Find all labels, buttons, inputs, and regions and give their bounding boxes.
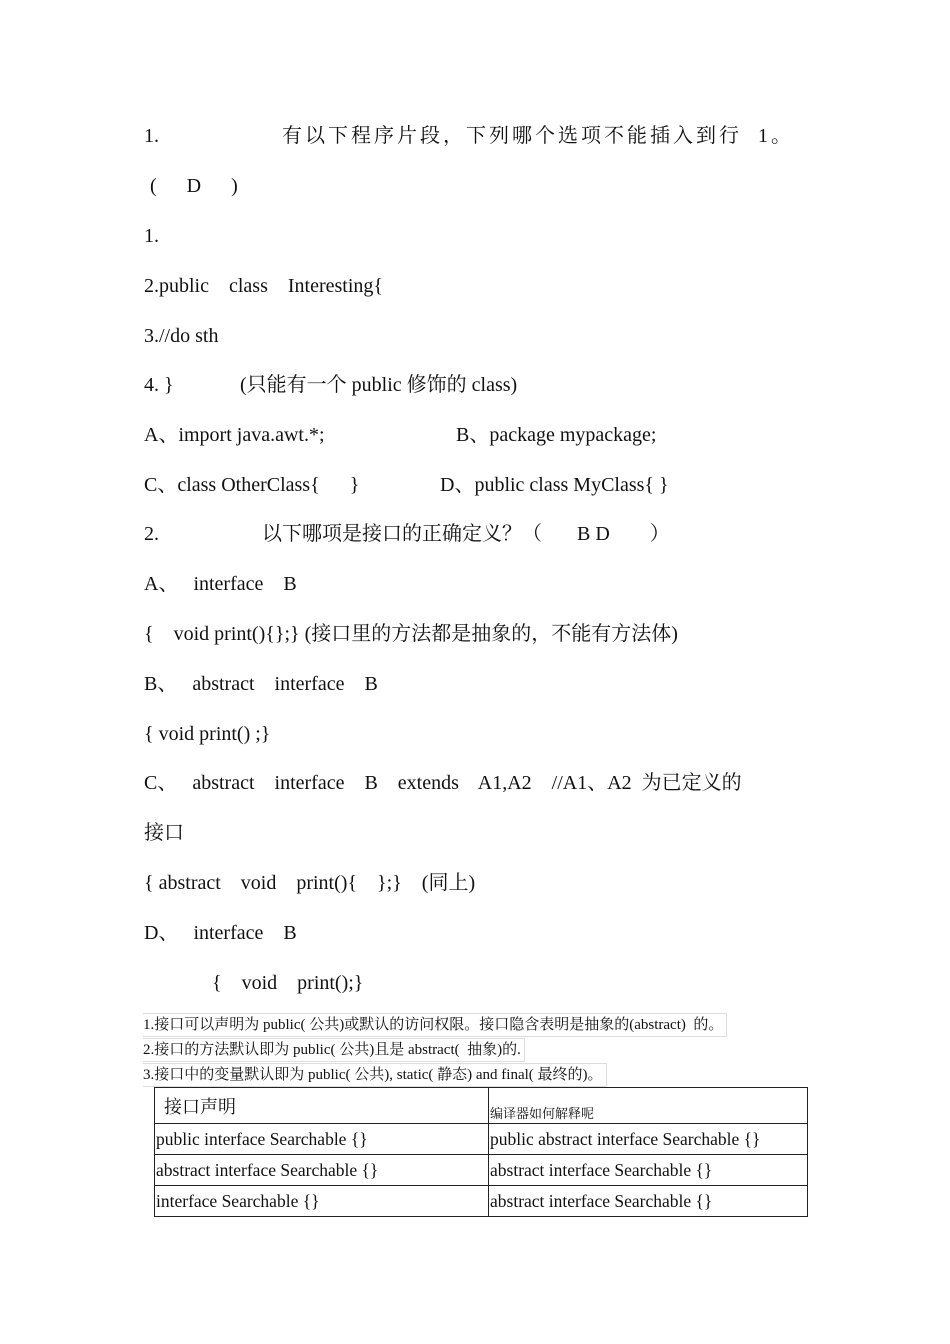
q2-option-c-head: C、 abstract interface B extends A1,A2 //A1、A2 为已定义的: [144, 772, 742, 794]
table-header-cell: 编译器如何解释呢: [489, 1088, 808, 1124]
q1-code-line-2: 2.public class Interesting{: [144, 275, 383, 297]
q2-option-b-head: B、 abstract interface B: [144, 673, 378, 695]
table-row: [155, 1124, 808, 1155]
q1-code-line-4: 4. }: [144, 374, 174, 396]
q1-option-d: D、public class MyClass{ }: [440, 474, 669, 496]
note-2: 2.接口的方法默认即为 public( 公共)且是 abstract( 抽象)的.: [143, 1038, 525, 1062]
q2-option-d-body: { void print();}: [212, 972, 364, 994]
table-header-cell: 接口声明: [155, 1088, 489, 1124]
q1-option-c: C、class OtherClass{ }: [144, 474, 360, 496]
note-1: 1.接口可以声明为 public( 公共)或默认的访问权限。接口隐含表明是抽象的(abstract) 的。: [143, 1013, 727, 1037]
q1-option-b: B、package mypackage;: [456, 424, 657, 446]
table-cell: abstract interface Searchable {}: [155, 1155, 489, 1186]
table-row: [155, 1186, 808, 1217]
note-3: 3.接口中的变量默认即为 public( 公共), static( 静态) and final( 最终的)。: [143, 1063, 607, 1087]
q2-option-d-head: D、 interface B: [144, 922, 297, 944]
q2-option-a-head: A、 interface B: [144, 573, 297, 595]
q2-option-b-body: { void print() ;}: [144, 723, 271, 745]
table-cell: abstract interface Searchable {}: [489, 1186, 808, 1217]
interface-table: [154, 1087, 808, 1217]
table-cell: public abstract interface Searchable {}: [489, 1124, 808, 1155]
table-header-row: [155, 1088, 808, 1124]
q1-code-line-3: 3.//do sth: [144, 325, 219, 347]
q1-answer: ( D ): [150, 175, 238, 197]
q1-code-note: (只能有一个 public 修饰的 class): [240, 374, 518, 396]
q2-question: 以下哪项是接口的正确定义？（ B D ）: [262, 523, 670, 545]
table-cell: public interface Searchable {}: [155, 1124, 489, 1155]
q1-option-a: A、import java.awt.*;: [144, 424, 325, 446]
table-row: [155, 1155, 808, 1186]
q1-number: 1.: [144, 125, 159, 147]
table-cell: interface Searchable {}: [155, 1186, 489, 1217]
q2-option-c-body: { abstract void print(){ };} (同上): [144, 872, 476, 894]
q2-option-c-head-cont: 接口: [144, 822, 184, 844]
q2-number: 2.: [144, 523, 159, 545]
q1-question: 有以下程序片段，下列哪个选项不能插入到行 1。: [282, 125, 794, 147]
table-cell: abstract interface Searchable {}: [489, 1155, 808, 1186]
q1-code-line-1: 1.: [144, 225, 159, 247]
q2-option-a-body: { void print(){};} (接口里的方法都是抽象的，不能有方法体): [144, 623, 678, 645]
